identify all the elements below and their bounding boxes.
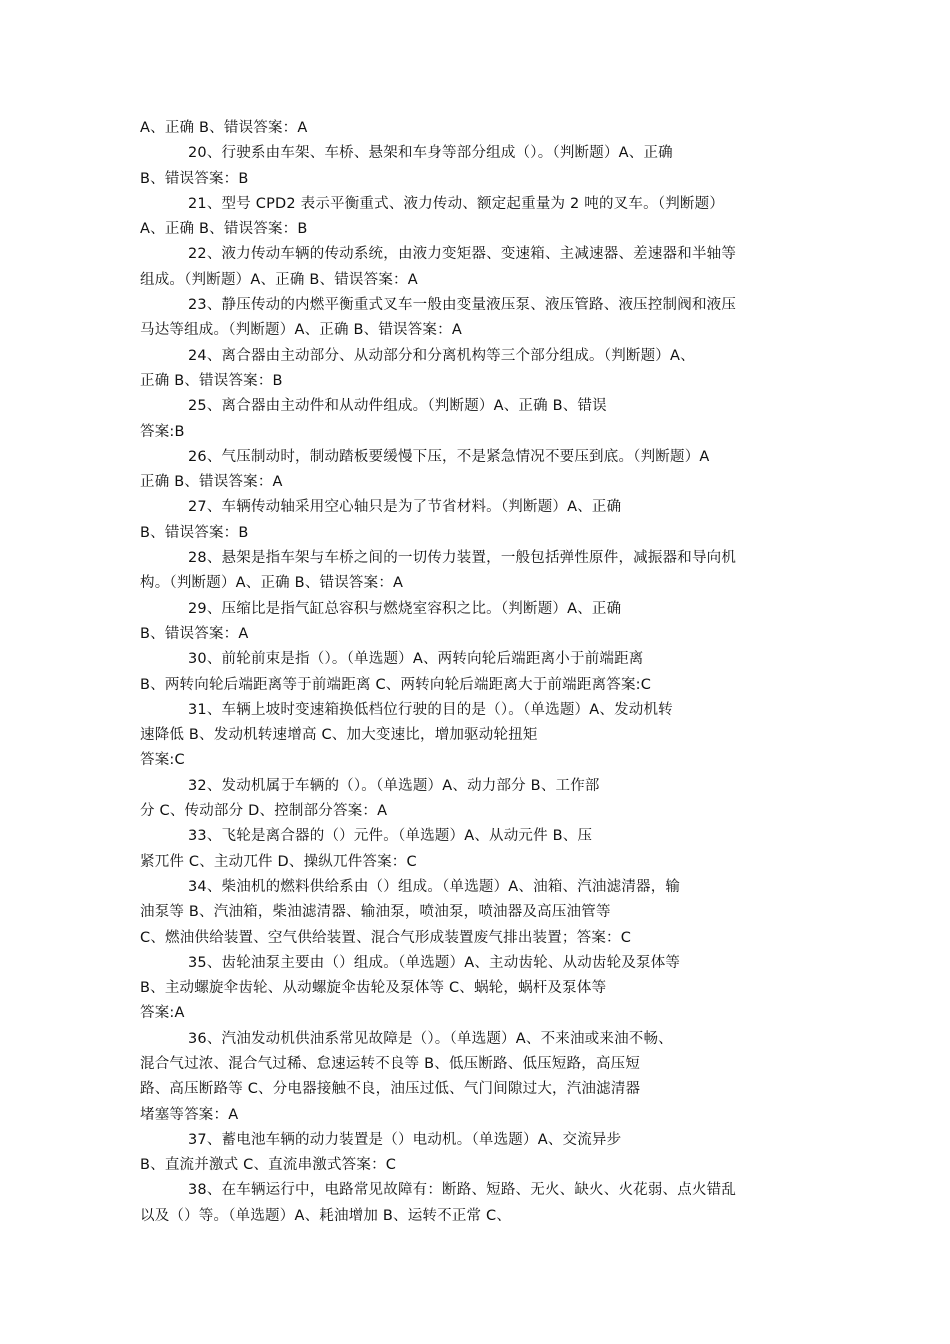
text-line: B、错误答案：B [140,170,249,187]
text-line: 路、高压断路等 C、分电器接触不良，油压过低、气门间隙过大，汽油滤清器 [140,1081,641,1098]
text-line: 35、齿轮油泵主要由（）组成。（单选题）A、主动齿轮、从动齿轮及泵体等 [188,954,681,971]
text-line: 33、飞轮是离合器的（）元件。（单选题）A、从动元件 B、压 [188,828,593,845]
text-line: 25、离合器由主动件和从动件组成。（判断题）A、正确 B、错误 [188,398,607,415]
text-line: C、燃油供给装置、空气供给装置、混合气形成装置废气排出装置；答案：C [140,929,632,946]
text-line: 37、蓄电池车辆的动力装置是（）电动机。（单选题）A、交流异步 [188,1131,622,1148]
text-line: 紧兀件 C、主动兀件 D、操纵兀件答案：C [140,853,417,870]
text-line: 20、行驶系由车架、车桥、悬架和车身等部分组成（）。（判断题）A、正确 [188,145,673,162]
text-line: 油泵等 B、汽油箱，柴油滤清器、输油泵，喷油泵，喷油器及高压油管等 [140,904,611,921]
text-line: 28、悬架是指车架与车桥之间的一切传力装置，一般包括弹性原件，减振器和导向机 [188,550,737,567]
text-line: 马达等组成。（判断题）A、正确 B、错误答案：A [140,322,462,339]
text-line: 答案:C [140,752,185,769]
text-line: 24、离合器由主动部分、从动部分和分离机构等三个部分组成。（判断题）A、 [188,347,695,364]
text-line: 堵塞等答案：A [140,1106,239,1123]
text-line: 组成。（判断题）A、正确 B、错误答案：A [140,271,418,288]
text-line: B、错误答案：A [140,625,249,642]
text-line: B、主动螺旋伞齿轮、从动螺旋伞齿轮及泵体等 C、蜗轮，蜗杆及泵体等 [140,980,607,997]
text-line: 30、前轮前束是指（）。（单选题）A、两转向轮后端距离小于前端距离 [188,651,644,668]
text-line: 正确 B、错误答案：A [140,474,283,491]
text-line: 正确 B、错误答案：B [140,372,283,389]
text-line: B、两转向轮后端距离等于前端距离 C、两转向轮后端距离大于前端距离答案:C [140,676,652,693]
text-line: 23、静压传动的内燃平衡重式叉车一般由变量液压泵、液压管路、液压控制阀和液压 [188,297,737,314]
text-line: 答案:A [140,1005,185,1022]
text-line: 29、压缩比是指气缸总容积与燃烧室容积之比。（判断题）A、正确 [188,600,622,617]
text-line: 分 C、传动部分 D、控制部分答案：A [140,803,388,820]
text-line: A、正确 B、错误答案：B [140,221,308,238]
text-line: 26、气压制动时，制动踏板要缓慢下压，不是紧急情况不要压到底。（判断题）A [188,448,710,465]
text-line: 答案:B [140,423,185,440]
text-line: 混合气过浓、混合气过稀、怠速运转不良等 B、低压断路、低压短路，高压短 [140,1055,641,1072]
text-line: 速降低 B、发动机转速增高 C、加大变速比，增加驱动轮扭矩 [140,727,538,744]
text-line: 27、车辆传动轴采用空心轴只是为了节省材料。（判断题）A、正确 [188,499,622,516]
text-line: 34、柴油机的燃料供给系由（）组成。（单选题）A、油箱、汽油滤清器，输 [188,878,681,895]
text-line: 38、在车辆运行中，电路常见故障有：断路、短路、无火、缺火、火花弱、点火错乱 [188,1182,737,1199]
text-line: 21、型号 CPD2 表示平衡重式、液力传动、额定起重量为 2 吨的叉车。（判断题） [188,195,725,212]
text-line: 22、液力传动车辆的传动系统，由液力变矩器、变速箱、主减速器、差速器和半轴等 [188,246,737,263]
text-line: B、直流并激式 C、直流串激式答案：C [140,1157,397,1174]
text-line: 32、发动机属于车辆的（）。（单选题）A、动力部分 B、工作部 [188,777,600,794]
document-body [140,116,800,1229]
text-line: A、正确 B、错误答案：A [140,120,308,136]
text-line: 以及（）等。（单选题）A、耗油增加 B、运转不正常 C、 [140,1207,512,1224]
text-line: B、错误答案：B [140,524,249,541]
text-line: 构。（判断题）A、正确 B、错误答案：A [140,575,404,592]
text-line: 31、车辆上坡时变速箱换低档位行驶的目的是（）。（单选题）A、发动机转 [188,701,673,718]
text-line: 36、汽油发动机供油系常见故障是（）。（单选题）A、不来油或来油不畅、 [188,1030,673,1047]
